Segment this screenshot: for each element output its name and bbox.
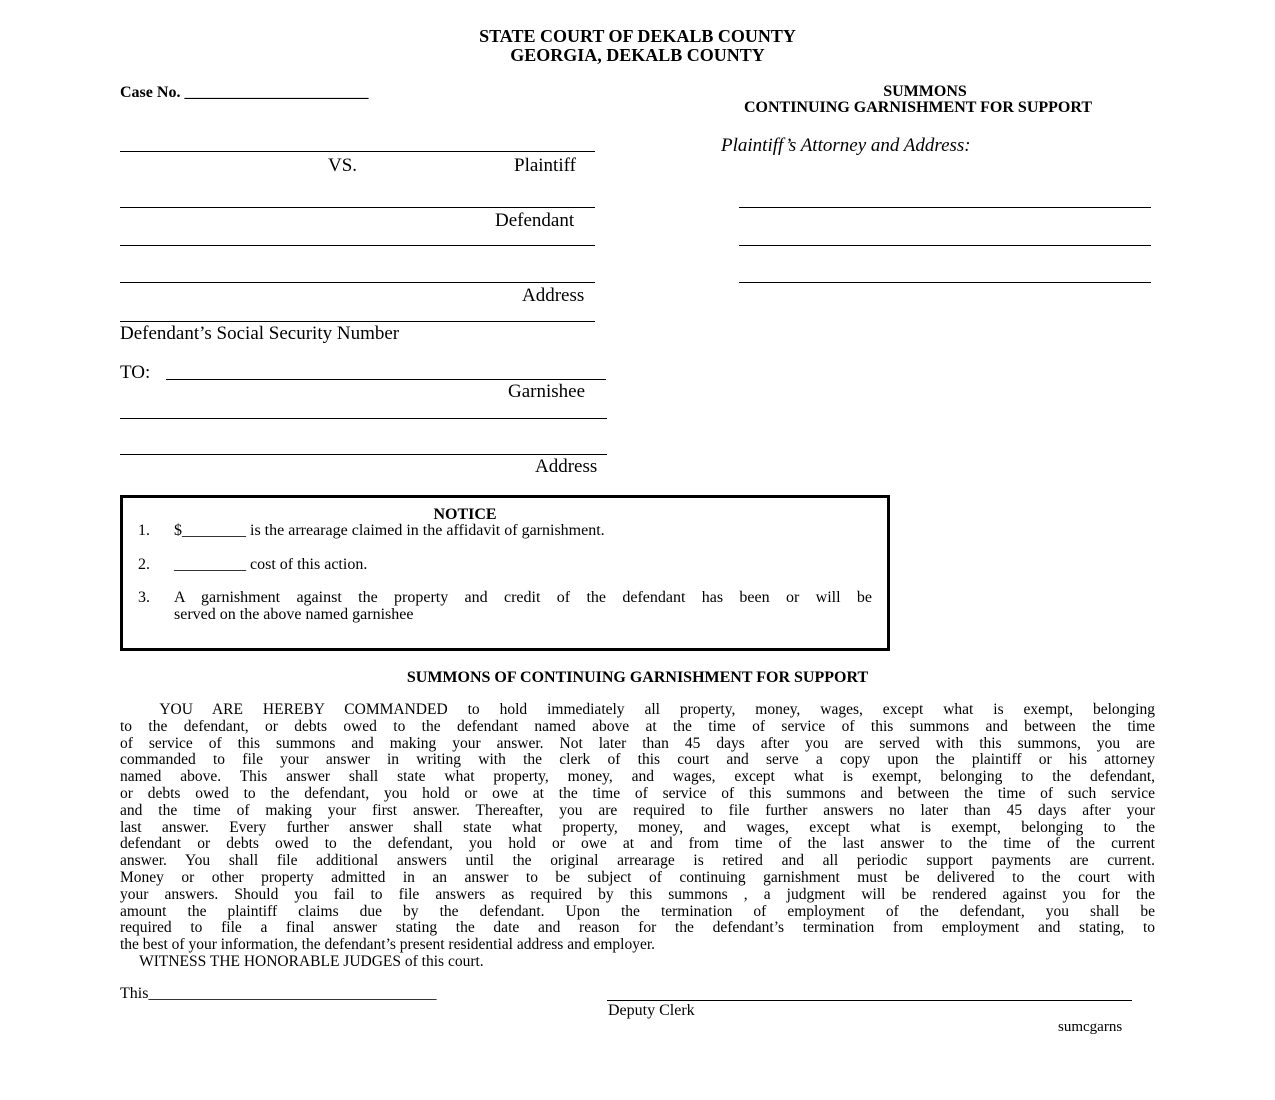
notice-item-number: 2. — [138, 556, 150, 573]
body-line: amount the plaintiff claims due by the defendant. Upon the termination of employment of the defendant, you shall be — [120, 902, 1155, 920]
body-line: defendant or debts owed to the defendant, you hold or owe at and from time of the last answer to the time of the current — [120, 835, 1155, 853]
body-line: named above. This answer shall state what property, money, and wages, except what is exempt, belonging to the defendant, — [120, 768, 1155, 786]
body-line: required to file a final answer stating the date and reason for the defendant’s termination from employment and stating, to — [120, 919, 1155, 937]
vs-label: VS. — [328, 155, 358, 176]
notice-item-number: 1. — [138, 522, 150, 539]
attorney-line-1[interactable] — [739, 207, 1151, 208]
body-line: the best of your information, the defendant’s present residential address and employer. — [120, 936, 656, 954]
defendant-address-label: Address — [522, 285, 585, 306]
defendant-label: Defendant — [495, 210, 575, 231]
notice-item-garnishment: A garnishment against the property and credit of the defendant has been or will be — [174, 589, 872, 606]
notice-item-number: 3. — [138, 589, 150, 606]
ssn-label: Defendant’s Social Security Number — [120, 323, 400, 344]
body-line: last answer. Every further answer shall state what property, money, and wages, except what is exempt, belonging to the — [120, 818, 1155, 836]
deputy-clerk-label: Deputy Clerk — [608, 1002, 695, 1019]
summons-body — [120, 702, 1155, 971]
deputy-clerk-signature-line[interactable] — [607, 1000, 1132, 1001]
notice-title: NOTICE — [433, 506, 497, 523]
body-line: to the defendant, or debts owed to the defendant named above at the time of service of this summons and between the time — [120, 717, 1155, 735]
garnishee-label: Garnishee — [508, 381, 586, 402]
body-line: or debts owed to the defendant, you hold or owe at the time of service of this summons and between the time of such service — [120, 784, 1155, 802]
notice-item-garnishment-cont: served on the above named garnishee — [174, 606, 414, 623]
body-line: answer. You shall file additional answers until the original arrearage is retired and all periodic support payments are current. — [120, 852, 1155, 870]
case-number-field[interactable]: Case No. _______________________ — [120, 84, 369, 101]
court-location: GEORGIA, DEKALB COUNTY — [510, 45, 765, 65]
ssn-line[interactable] — [120, 321, 595, 322]
defendant-line-2[interactable] — [120, 245, 595, 246]
summons-title: SUMMONS — [883, 83, 967, 100]
court-name: STATE COURT OF DEKALB COUNTY — [479, 26, 796, 46]
garnishee-address-label: Address — [535, 456, 598, 477]
witness-line: WITNESS THE HONORABLE JUDGES of this court. — [120, 952, 484, 970]
body-line: YOU ARE HEREBY COMMANDED to hold immediately all property, money, wages, except what is exempt, belonging — [120, 701, 1155, 718]
plaintiff-attorney-label: Plaintiff’s Attorney and Address: — [721, 135, 971, 156]
form-code: sumcgarns — [1058, 1019, 1123, 1035]
body-line: commanded to file your answer in writing with the clerk of this court and serve a copy upon the plaintiff or his attorney — [120, 751, 1155, 769]
attorney-line-3[interactable] — [739, 282, 1151, 283]
notice-item-cost: _________ cost of this action. — [174, 556, 368, 573]
plaintiff-line[interactable] — [120, 151, 595, 152]
body-line: and the time of making your first answer. Thereafter, you are required to file further answers no later than 45 days after your — [120, 801, 1155, 819]
body-line: Money or other property admitted in an answer to be subject of continuing garnishment must be delivered to the court with — [120, 868, 1155, 886]
summons-heading: SUMMONS OF CONTINUING GARNISHMENT FOR SUPPORT — [406, 669, 869, 686]
garnishee-line[interactable] — [166, 379, 606, 380]
body-line: your answers. Should you fail to file answers as required by this summons , a judgment will be rendered against you for the — [120, 885, 1155, 903]
date-field[interactable]: This____________________________________ — [120, 985, 437, 1002]
to-label: TO: — [120, 362, 151, 383]
plaintiff-label: Plaintiff — [514, 155, 576, 176]
garnishee-line-2[interactable] — [120, 418, 607, 419]
body-line: of service of this summons and making your answer. Not later than 45 days after you are served with this summons, you are — [120, 734, 1155, 752]
summons-subtitle: CONTINUING GARNISHMENT FOR SUPPORT — [743, 99, 1093, 116]
defendant-line[interactable] — [120, 207, 595, 208]
attorney-line-2[interactable] — [739, 245, 1151, 246]
defendant-address-line[interactable] — [120, 282, 595, 283]
garnishee-address-line[interactable] — [120, 454, 607, 455]
notice-item-arrearage: $________ is the arrearage claimed in the affidavit of garnishment. — [174, 522, 605, 539]
